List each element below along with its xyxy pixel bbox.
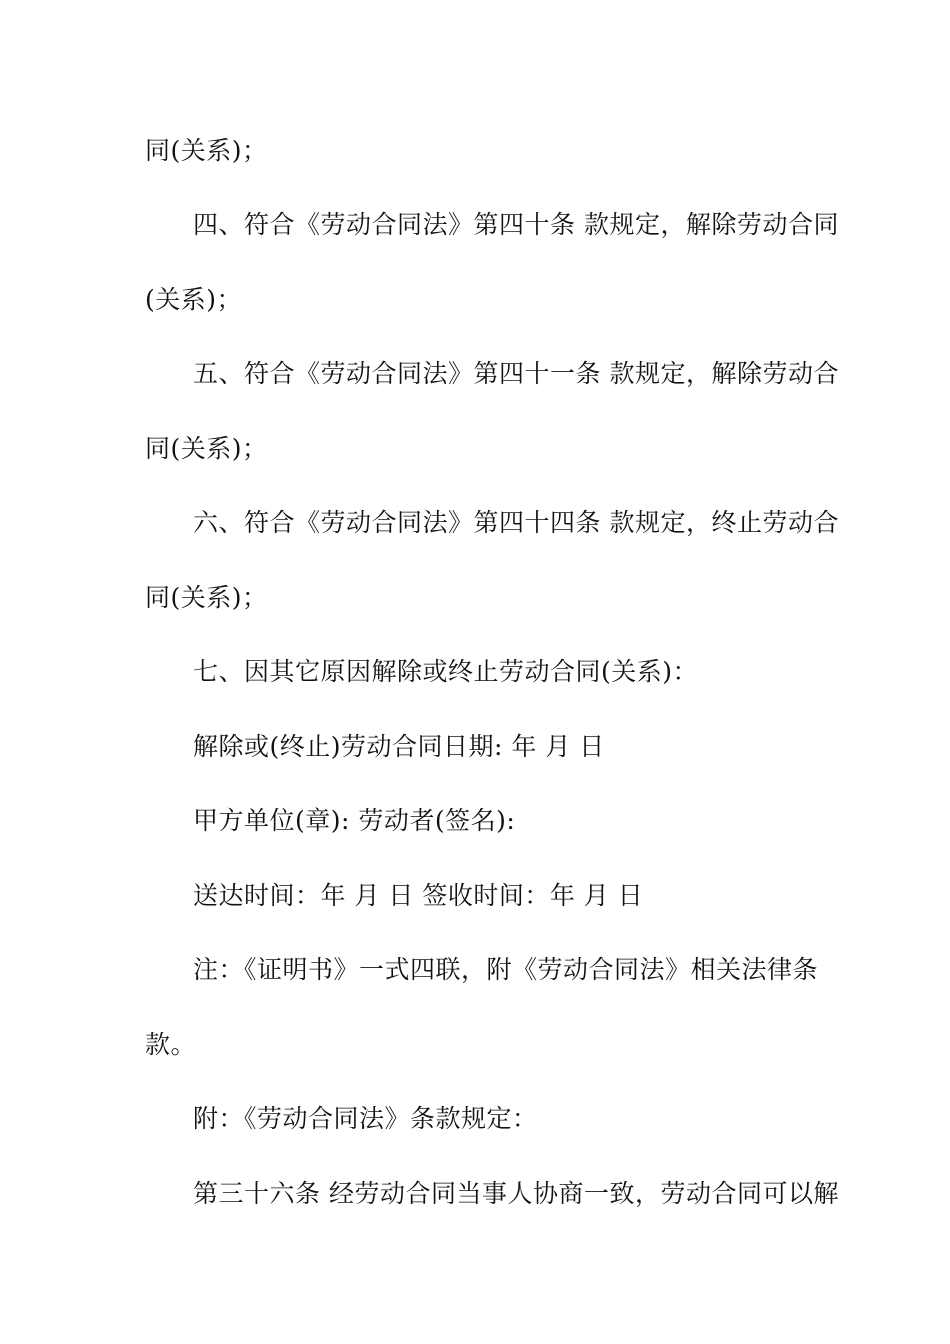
text-line: 同(关系)； — [145, 136, 268, 165]
text-line: 甲方单位(章): 劳动者(签名): — [193, 806, 516, 835]
text-line: 款。 — [145, 1030, 197, 1059]
text-line: 解除或(终止)劳动合同日期: 年 月 日 — [193, 732, 605, 761]
text-line: 六、符合《劳动合同法》第四十四条 款规定，终止劳动合 — [193, 508, 839, 537]
text-line: 送达时间：年 月 日 签收时间：年 月 日 — [193, 881, 644, 910]
text-line: 五、符合《劳动合同法》第四十一条 款规定，解除劳动合 — [193, 359, 839, 388]
text-line: 七、因其它原因解除或终止劳动合同(关系)： — [193, 657, 699, 686]
text-line: 同(关系)； — [145, 583, 268, 612]
text-line: 第三十六条 经劳动合同当事人协商一致，劳动合同可以解 — [193, 1179, 839, 1208]
text-line: 注：《证明书》一式四联，附《劳动合同法》相关法律条 — [193, 955, 819, 984]
text-line: 四、符合《劳动合同法》第四十条 款规定，解除劳动合同 — [193, 210, 839, 239]
text-line: 附：《劳动合同法》条款规定： — [193, 1104, 538, 1133]
text-line: 同(关系)； — [145, 434, 268, 463]
text-line: (关系)； — [145, 285, 243, 314]
